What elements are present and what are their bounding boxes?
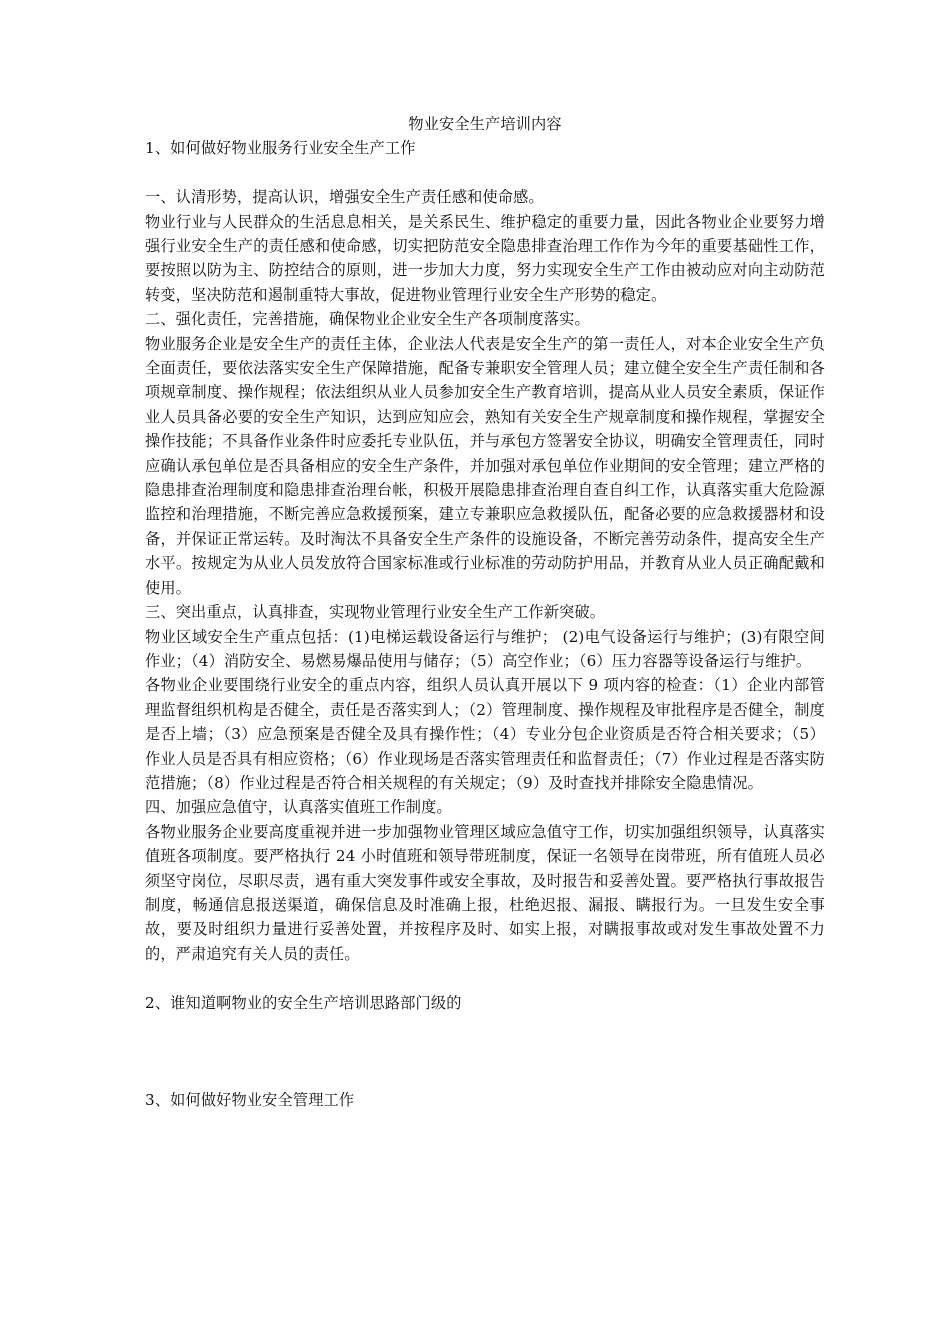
question-2-heading: 2、谁知道啊物业的安全生产培训思路部门级的 [145, 993, 462, 1012]
question-3-heading: 3、如何做好物业安全管理工作 [145, 1091, 355, 1109]
spacer [145, 966, 825, 990]
spacer [145, 1015, 825, 1088]
section-2-heading: 二、强化责任，完善措施，确保物业企业安全生产各项制度落实。 [145, 310, 590, 329]
section-4-heading: 四、加强应急值守，认真落实值班工作制度。 [145, 798, 452, 817]
section-2-body: 物业服务企业是安全生产的责任主体，企业法人代表是安全生产的第一责任人，对本企业安全生产负全面责任，要依法落实安全生产保障措施，配备专兼职安全管理人员；建立健全安全生产责任制和各项规章制度、操作规程；依法组织从业人员参加安全生产教育培训，提高从业人员安全素质，保证作业人员具备必要的安全生产知识，达到应知应会，熟知有关安全生产规章制度和操作规程，掌握安全操作技能；不具备作业条件时应委托专业队伍，并与承包方签署安全协议，明确安全管理责任，同时应确认承包单位是否具备相应的安全生产条件，并加强对承包单位作业期间的安全管理；建立严格的隐患排查治理制度和隐患排查治理台帐，积极开展隐患排查治理自查自纠工作，认真落实重大危险源监控和治理措施，不断完善应急救援预案，建立专兼职应急救援队伍，配备必要的应急救援器材和设备，并保证正常运转。及时淘汰不具备安全生产条件的设施设备，不断完善劳动条件，提高安全生产水平。按规定为从业人员发放符合国家标准或行业标准的劳动防护用品，并教育从业人员正确配戴和使用。 [145, 334, 825, 597]
section-1-body: 物业行业与人民群众的生活息息相关，是关系民生、维护稳定的重要力量，因此各物业企业要努力增强行业安全生产的责任感和使命感，切实把防范安全隐患排查治理工作作为今年的重要基础性工作，要按照以防为主、防控结合的原则，进一步加大力度，努力实现安全生产工作由被动应对向主动防范转变，坚决防范和遏制重特大事故，促进物业管理行业安全生产形势的稳定。 [145, 212, 825, 304]
section-3-body-inspection-items: 各物业企业要围绕行业安全的重点内容，组织人员认真开展以下 9 项内容的检查：（1）企业内部管理监督组织机构是否健全，责任是否落实到人；（2）管理制度、操作规程及审批程序是否健全，制度是否上墙；（3）应急预案是否健全及具有操作性；（4）专业分包企业资质是否符合相关要求；（5）作业人员是否具有相应资格；（6）作业现场是否落实管理责任和监督责任；（7）作业过程是否落实防范措施；（8）作业过程是否符合相关规程的有关规定；（9）及时查找并排除安全隐患情况。 [145, 676, 825, 792]
document-content [145, 112, 825, 1112]
spacer [145, 161, 825, 185]
section-3-body-focus-areas: 物业区域安全生产重点包括：(1)电梯运载设备运行与维护； (2)电气设备运行与维护；(3)有限空间作业；（4）消防安全、易燃易爆品使用与储存；（5）高空作业；（6）压力容器等设备运行与维护。 [145, 627, 825, 670]
question-1-heading: 1、如何做好物业服务行业安全生产工作 [145, 139, 416, 158]
section-4-body: 各物业服务企业要高度重视并进一步加强物业管理区域应急值守工作，切实加强组织领导，认真落实值班各项制度。要严格执行 24 小时值班和领导带班制度，保证一名领导在岗带班，所有值班人员必须坚守岗位，尽职尽责，遇有重大突发事件或安全事故，及时报告和妥善处置。要严格执行事故报告制度，畅通信息报送渠道，确保信息及时准确上报，杜绝迟报、漏报、瞒报行为。一旦发生安全事故，要及时组织力量进行妥善处置，并按程序及时、如实上报，对瞒报事故或对发生事故处置不力的，严肃追究有关人员的责任。 [145, 822, 825, 963]
section-3-heading: 三、突出重点，认真排查，实现物业管理行业安全生产工作新突破。 [145, 603, 606, 622]
section-1-heading: 一、认清形势，提高认识，增强安全生产责任感和使命感。 [145, 188, 544, 207]
document-title: 物业安全生产培训内容 [408, 115, 562, 133]
